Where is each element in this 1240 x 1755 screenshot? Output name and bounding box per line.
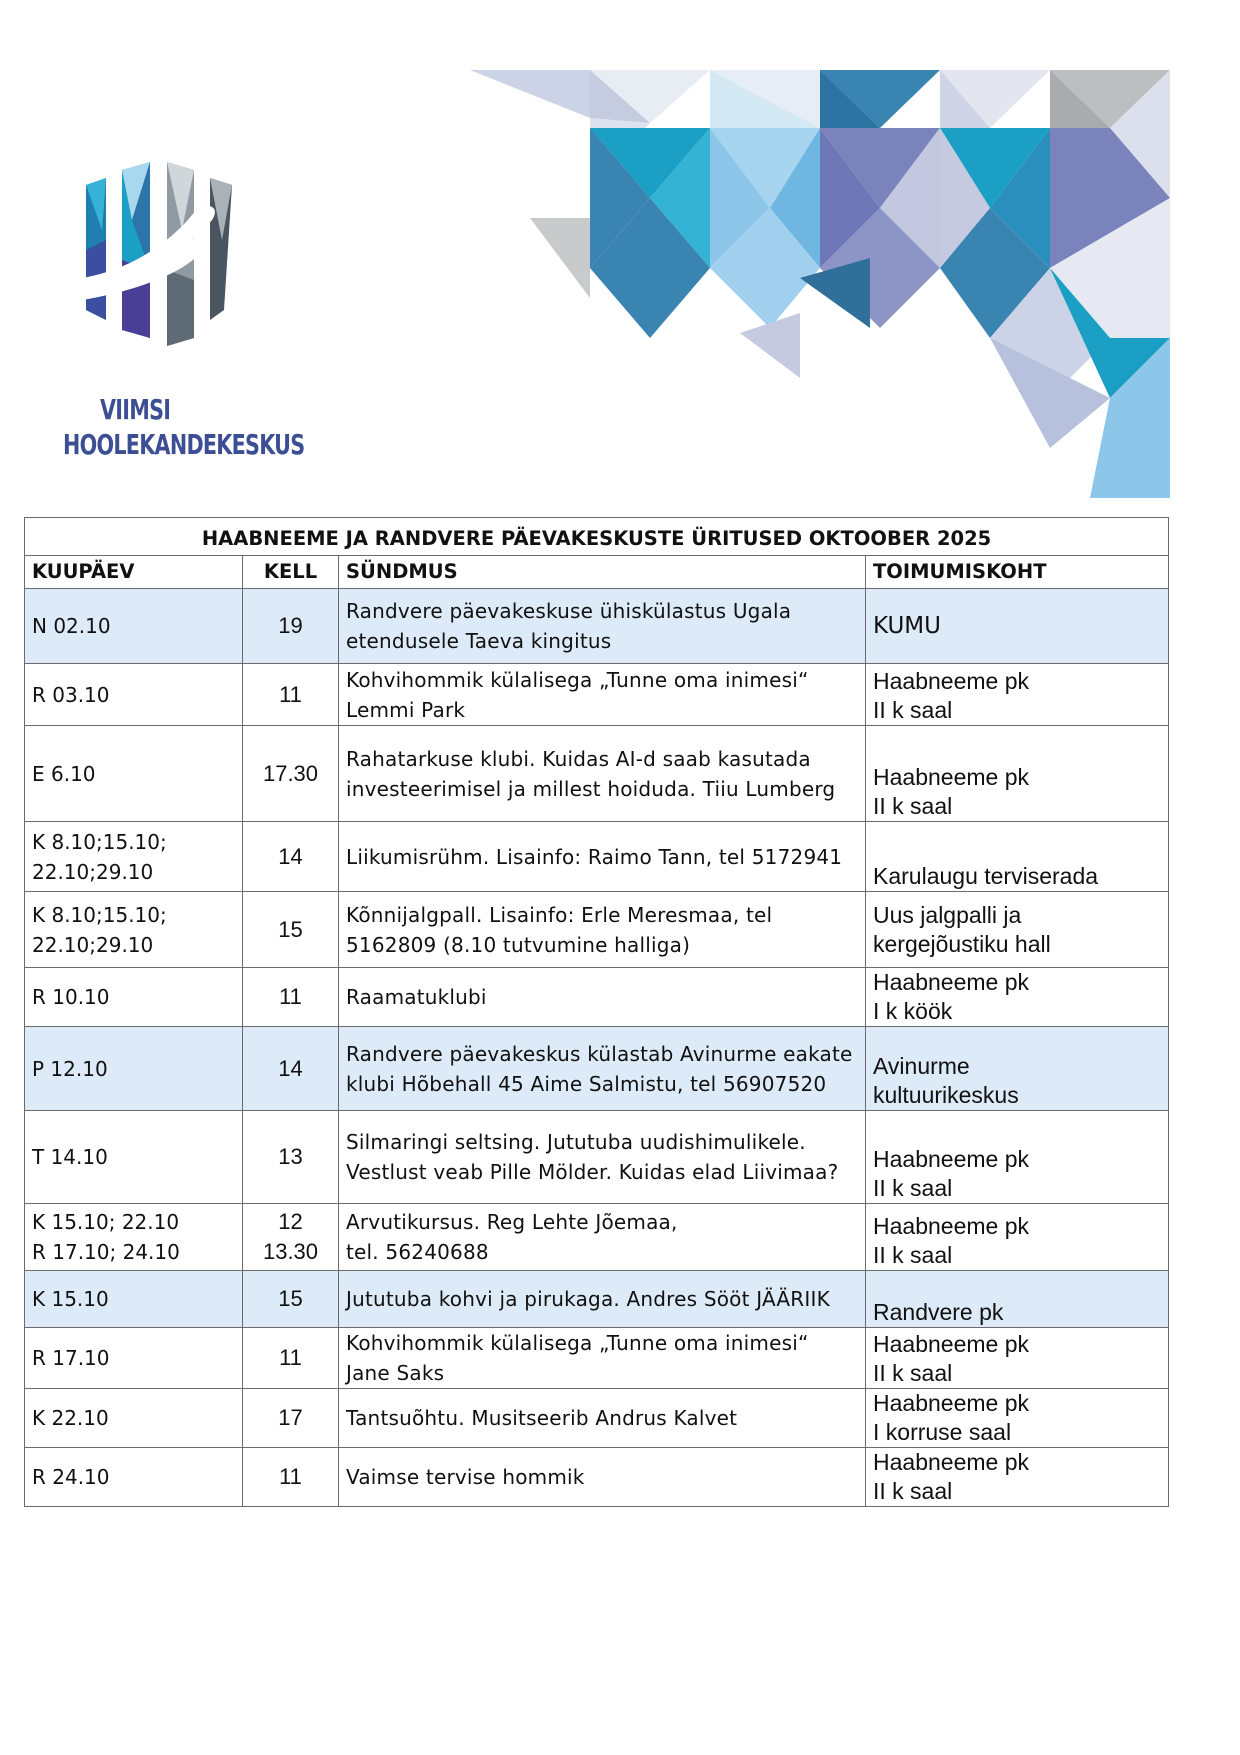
header-time: KELL bbox=[243, 556, 339, 589]
row-date bbox=[25, 589, 243, 664]
row-place bbox=[866, 1111, 1169, 1204]
cell-line: R 10.10 bbox=[32, 985, 110, 1009]
row-event bbox=[339, 1448, 866, 1507]
row-event bbox=[339, 1328, 866, 1389]
row-time bbox=[243, 1204, 339, 1271]
table-row bbox=[25, 589, 1169, 664]
cell-line: R 17.10; 24.10 bbox=[32, 1240, 180, 1264]
row-date bbox=[25, 968, 243, 1027]
row-time bbox=[243, 1111, 339, 1204]
cell-line: K 15.10; 22.10 bbox=[32, 1210, 180, 1234]
cell-line: Rahatarkuse klubi. Kuidas AI-d saab kasutada bbox=[346, 746, 811, 771]
table-row bbox=[25, 1448, 1169, 1507]
row-date bbox=[25, 1111, 243, 1204]
row-place bbox=[866, 726, 1169, 822]
cell-line: N 02.10 bbox=[32, 614, 111, 638]
header-date: KUUPÄEV bbox=[25, 556, 243, 589]
row-event bbox=[339, 1204, 866, 1271]
row-date bbox=[25, 892, 243, 968]
row-event bbox=[339, 822, 866, 892]
cell-line: Haabneeme pk bbox=[873, 969, 1029, 995]
cell-line: II k saal bbox=[873, 1478, 953, 1504]
cell-line: Arvutikursus. Reg Lehte Jõemaa, bbox=[346, 1210, 678, 1234]
table-row bbox=[25, 822, 1169, 892]
row-date bbox=[25, 1271, 243, 1328]
cell-line: Vaimse tervise hommik bbox=[346, 1465, 585, 1489]
cell-line: II k saal bbox=[873, 793, 953, 819]
cell-line: 17.30 bbox=[262, 760, 319, 786]
cell-line: Jane Saks bbox=[346, 1361, 445, 1385]
table-title: HAABNEEME JA RANDVERE PÄEVAKESKUSTE ÜRITUSED OKTOOBER 2025 bbox=[25, 518, 1169, 556]
cell-line: Randvere pk bbox=[873, 1299, 1004, 1325]
table-row bbox=[25, 1389, 1169, 1448]
row-time bbox=[243, 1328, 339, 1389]
row-place bbox=[866, 1204, 1169, 1271]
cell-line: Randvere päevakeskuse ühiskülastus Ugala bbox=[346, 599, 792, 623]
cell-line: R 24.10 bbox=[32, 1465, 110, 1489]
row-event bbox=[339, 1027, 866, 1111]
row-place bbox=[866, 1328, 1169, 1389]
row-time bbox=[243, 589, 339, 664]
cell-line: 15 bbox=[278, 1286, 303, 1311]
cell-line: Haabneeme pk bbox=[873, 1449, 1029, 1475]
cell-line: Lemmi Park bbox=[346, 697, 466, 722]
table-row bbox=[25, 1204, 1169, 1271]
row-place bbox=[866, 822, 1169, 892]
row-event bbox=[339, 726, 866, 822]
row-date bbox=[25, 1204, 243, 1271]
row-time bbox=[243, 822, 339, 892]
row-place bbox=[866, 968, 1169, 1027]
cell-line: E 6.10 bbox=[32, 761, 96, 786]
cell-line: I korruse saal bbox=[873, 1419, 1012, 1445]
table-row bbox=[25, 664, 1169, 726]
cell-line: Haabneeme pk bbox=[873, 668, 1029, 694]
row-time bbox=[243, 1448, 339, 1507]
cell-line: kergejõustiku hall bbox=[873, 930, 1051, 957]
logo-line-1: VIIMSI bbox=[100, 393, 171, 426]
row-place bbox=[866, 589, 1169, 664]
cell-line: investeerimisel ja millest hoiduda. Tiiu Lumberg bbox=[346, 776, 836, 801]
cell-line: 11 bbox=[279, 1345, 302, 1370]
cell-line: 11 bbox=[279, 1464, 302, 1489]
cell-line: Tantsuõhtu. Musitseerib Andrus Kalvet bbox=[346, 1406, 738, 1430]
cell-line: Haabneeme pk bbox=[873, 1390, 1029, 1416]
row-date bbox=[25, 822, 243, 892]
row-time bbox=[243, 726, 339, 822]
row-event bbox=[339, 892, 866, 968]
cell-line: Haabneeme pk bbox=[873, 764, 1029, 790]
cell-line: Jututuba kohvi ja pirukaga. Andres Sööt JÄÄRIIK bbox=[346, 1287, 830, 1311]
row-date bbox=[25, 1448, 243, 1507]
cell-line: kultuurikeskus bbox=[873, 1082, 1019, 1108]
cell-line: R 17.10 bbox=[32, 1346, 110, 1370]
cell-line: 11 bbox=[279, 681, 302, 707]
events-table bbox=[24, 517, 1169, 1507]
cell-line: 14 bbox=[278, 1055, 303, 1081]
table-row bbox=[25, 1027, 1169, 1111]
table-row bbox=[25, 1111, 1169, 1204]
cell-line: Haabneeme pk bbox=[873, 1331, 1029, 1357]
cell-line: KUMU bbox=[873, 612, 941, 639]
cell-line: 22.10;29.10 bbox=[32, 932, 154, 957]
cell-line: Haabneeme pk bbox=[873, 1213, 1029, 1239]
cell-line: II k saal bbox=[873, 697, 953, 723]
row-event bbox=[339, 664, 866, 726]
row-time bbox=[243, 1027, 339, 1111]
cell-line: klubi Hõbehall 45 Aime Salmistu, tel 56907520 bbox=[346, 1071, 827, 1096]
row-date bbox=[25, 664, 243, 726]
row-time bbox=[243, 968, 339, 1027]
cell-line: Karulaugu terviserada bbox=[873, 863, 1099, 889]
row-date bbox=[25, 1328, 243, 1389]
cell-line: Avinurme bbox=[873, 1053, 970, 1079]
cell-line: T 14.10 bbox=[32, 1145, 108, 1169]
cell-line: 15 bbox=[278, 916, 303, 942]
cell-line: Kõnnijalgpall. Lisainfo: Erle Meresmaa, tel bbox=[346, 902, 773, 927]
cell-line: 5162809 (8.10 tutvumine halliga) bbox=[346, 932, 691, 957]
row-time bbox=[243, 1271, 339, 1328]
cell-line: 17 bbox=[278, 1405, 303, 1430]
table-row bbox=[25, 1271, 1169, 1328]
row-place bbox=[866, 1271, 1169, 1328]
row-event bbox=[339, 1271, 866, 1328]
cell-line: 13 bbox=[278, 1144, 303, 1169]
cell-line: II k saal bbox=[873, 1242, 953, 1268]
row-place bbox=[866, 664, 1169, 726]
cell-line: 11 bbox=[279, 984, 302, 1009]
cell-line: Kohvihommik külalisega „Tunne oma inimesi“ bbox=[346, 667, 809, 692]
cell-line: 14 bbox=[278, 843, 303, 869]
cell-line: K 8.10;15.10; bbox=[32, 902, 167, 927]
cell-line: tel. 56240688 bbox=[346, 1240, 489, 1264]
row-place bbox=[866, 1027, 1169, 1111]
table-title-row bbox=[25, 518, 1169, 556]
cell-line: Silmaringi seltsing. Jututuba uudishimulikele. bbox=[346, 1130, 806, 1154]
cell-line: I k köök bbox=[873, 998, 953, 1024]
cell-line: II k saal bbox=[873, 1360, 953, 1386]
cell-line: Randvere päevakeskus külastab Avinurme eakate bbox=[346, 1041, 853, 1066]
row-place bbox=[866, 892, 1169, 968]
row-date bbox=[25, 1389, 243, 1448]
table-header-row bbox=[25, 556, 1169, 589]
cell-line: K 15.10 bbox=[32, 1287, 109, 1311]
row-time bbox=[243, 664, 339, 726]
table-row bbox=[25, 892, 1169, 968]
cell-line: Vestlust veab Pille Mölder. Kuidas elad Liivimaa? bbox=[346, 1160, 839, 1184]
row-event bbox=[339, 968, 866, 1027]
cell-line: 22.10;29.10 bbox=[32, 859, 154, 884]
cell-line: Raamatuklubi bbox=[346, 985, 487, 1009]
row-event bbox=[339, 1389, 866, 1448]
cell-line: etendusele Taeva kingitus bbox=[346, 629, 612, 653]
table-row bbox=[25, 1328, 1169, 1389]
logo-line-2: HOOLEKANDEKESKUS bbox=[63, 428, 305, 461]
cell-line: K 22.10 bbox=[32, 1406, 109, 1430]
decorative-triangles-icon bbox=[470, 68, 1220, 498]
cell-line: P 12.10 bbox=[32, 1056, 108, 1081]
row-date bbox=[25, 1027, 243, 1111]
cell-line: 19 bbox=[278, 613, 303, 638]
cell-line: II k saal bbox=[873, 1175, 953, 1201]
cell-line: Haabneeme pk bbox=[873, 1146, 1029, 1172]
row-event bbox=[339, 1111, 866, 1204]
cell-line: Liikumisrühm. Lisainfo: Raimo Tann, tel 5172941 bbox=[346, 844, 843, 869]
row-date bbox=[25, 726, 243, 822]
row-time bbox=[243, 1389, 339, 1448]
row-time bbox=[243, 892, 339, 968]
cell-line: 12 bbox=[278, 1209, 303, 1234]
header-event: SÜNDMUS bbox=[339, 556, 866, 589]
cell-line: R 03.10 bbox=[32, 682, 110, 707]
viimsi-logo bbox=[60, 160, 305, 470]
row-event bbox=[339, 589, 866, 664]
logo-mark-icon bbox=[72, 160, 247, 365]
table-row bbox=[25, 726, 1169, 822]
header-place: TOIMUMISKOHT bbox=[866, 556, 1169, 589]
cell-line: 13.30 bbox=[262, 1239, 319, 1264]
row-place bbox=[866, 1389, 1169, 1448]
cell-line: Uus jalgpalli ja bbox=[873, 901, 1022, 928]
row-place bbox=[866, 1448, 1169, 1507]
table-row bbox=[25, 968, 1169, 1027]
cell-line: K 8.10;15.10; bbox=[32, 829, 167, 854]
cell-line: Kohvihommik külalisega „Tunne oma inimesi“ bbox=[346, 1331, 809, 1355]
